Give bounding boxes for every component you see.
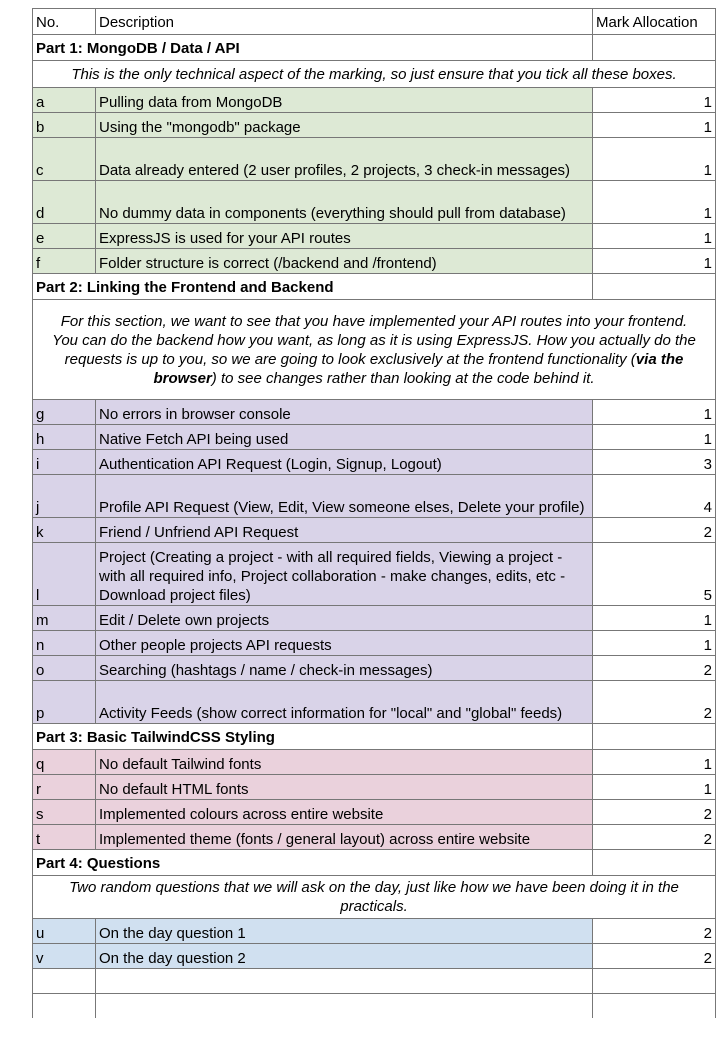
row-description: Implemented theme (fonts / general layout) across entire website — [96, 825, 593, 850]
table-row — [33, 681, 716, 724]
row-description: Pulling data from MongoDB — [96, 88, 593, 113]
row-description: No dummy data in components (everything should pull from database) — [96, 181, 593, 224]
part1-title: Part 1: MongoDB / Data / API — [33, 35, 593, 61]
row-mark: 1 — [593, 400, 716, 425]
row-description: Activity Feeds (show correct information for "local" and "global" feeds) — [96, 681, 593, 724]
row-no: t — [33, 825, 96, 850]
row-no: p — [33, 681, 96, 724]
table-row — [33, 543, 716, 606]
row-no: j — [33, 475, 96, 518]
part-note-row — [33, 61, 716, 88]
row-no: r — [33, 775, 96, 800]
row-description: No default Tailwind fonts — [96, 750, 593, 775]
row-no: n — [33, 631, 96, 656]
row-mark: 2 — [593, 800, 716, 825]
row-mark: 2 — [593, 681, 716, 724]
row-no: a — [33, 88, 96, 113]
row-mark: 1 — [593, 606, 716, 631]
table-row — [33, 800, 716, 825]
table-row — [33, 224, 716, 249]
row-description: Data already entered (2 user profiles, 2 projects, 3 check-in messages) — [96, 138, 593, 181]
part1-note: This is the only technical aspect of the marking, so just ensure that you tick all these boxes. — [33, 61, 716, 88]
row-description: Edit / Delete own projects — [96, 606, 593, 631]
table-row — [33, 181, 716, 224]
table-row — [33, 450, 716, 475]
row-mark: 1 — [593, 224, 716, 249]
part-header-row — [33, 35, 716, 61]
row-no: g — [33, 400, 96, 425]
empty-row — [33, 994, 716, 1019]
header-row — [33, 9, 716, 35]
row-mark: 2 — [593, 825, 716, 850]
row-mark: 1 — [593, 631, 716, 656]
row-no: h — [33, 425, 96, 450]
row-mark: 1 — [593, 249, 716, 274]
row-mark: 2 — [593, 944, 716, 969]
table-row — [33, 88, 716, 113]
table-row — [33, 606, 716, 631]
row-description: Profile API Request (View, Edit, View someone elses, Delete your profile) — [96, 475, 593, 518]
row-description: Using the "mongodb" package — [96, 113, 593, 138]
row-no: m — [33, 606, 96, 631]
row-description: On the day question 2 — [96, 944, 593, 969]
row-mark: 1 — [593, 181, 716, 224]
table-row — [33, 400, 716, 425]
part2-note-post: ) to see changes rather than looking at the code behind it. — [211, 369, 595, 387]
table-row — [33, 944, 716, 969]
row-description: Native Fetch API being used — [96, 425, 593, 450]
part2-note — [33, 300, 716, 400]
table-row — [33, 475, 716, 518]
row-description: ExpressJS is used for your API routes — [96, 224, 593, 249]
row-mark: 1 — [593, 113, 716, 138]
row-description: Folder structure is correct (/backend and /frontend) — [96, 249, 593, 274]
row-no: c — [33, 138, 96, 181]
row-mark: 5 — [593, 543, 716, 606]
row-no: v — [33, 944, 96, 969]
row-no: o — [33, 656, 96, 681]
row-no: s — [33, 800, 96, 825]
row-mark: 1 — [593, 425, 716, 450]
marking-rubric-table — [32, 8, 716, 1018]
part-note-row — [33, 300, 716, 400]
part4-note: Two random questions that we will ask on the day, just like how we have been doing it in the practicals. — [33, 876, 716, 919]
header-no: No. — [33, 9, 96, 35]
row-description: Project (Creating a project - with all required fields, Viewing a project - with all required info, Project collaboration - make changes, edits, etc - Download project files) — [96, 543, 593, 606]
row-mark: 1 — [593, 88, 716, 113]
row-description: No errors in browser console — [96, 400, 593, 425]
row-description: Authentication API Request (Login, Signup, Logout) — [96, 450, 593, 475]
row-no: b — [33, 113, 96, 138]
row-description: No default HTML fonts — [96, 775, 593, 800]
row-mark: 1 — [593, 775, 716, 800]
table-row — [33, 825, 716, 850]
row-mark: 2 — [593, 518, 716, 543]
part2-note-bold: via the browser — [153, 350, 684, 387]
row-mark: 1 — [593, 138, 716, 181]
empty-row — [33, 969, 716, 994]
table-row — [33, 518, 716, 543]
row-description: On the day question 1 — [96, 919, 593, 944]
table-row — [33, 138, 716, 181]
part3-title: Part 3: Basic TailwindCSS Styling — [33, 724, 593, 750]
row-no: d — [33, 181, 96, 224]
row-mark: 1 — [593, 750, 716, 775]
table-row — [33, 113, 716, 138]
table-row — [33, 425, 716, 450]
row-mark: 4 — [593, 475, 716, 518]
part-note-row — [33, 876, 716, 919]
part-header-row — [33, 274, 716, 300]
part-header-row — [33, 850, 716, 876]
row-no: i — [33, 450, 96, 475]
table-row — [33, 750, 716, 775]
row-no: q — [33, 750, 96, 775]
table-row — [33, 919, 716, 944]
row-no: k — [33, 518, 96, 543]
row-description: Implemented colours across entire website — [96, 800, 593, 825]
part4-title: Part 4: Questions — [33, 850, 593, 876]
part-header-row — [33, 724, 716, 750]
row-description: Searching (hashtags / name / check-in messages) — [96, 656, 593, 681]
row-mark: 3 — [593, 450, 716, 475]
row-description: Friend / Unfriend API Request — [96, 518, 593, 543]
row-no: e — [33, 224, 96, 249]
header-mark: Mark Allocation — [593, 9, 716, 35]
part2-title: Part 2: Linking the Frontend and Backend — [33, 274, 593, 300]
row-mark: 2 — [593, 656, 716, 681]
part2-note-pre: For this section, we want to see that you have implemented your API routes into your frontend. You can do the backend how you want, as long as it is using ExpressJS. How you actually do the requests is up to you, so we are going to look exclusively at the frontend functionality ( — [52, 312, 696, 368]
row-no: f — [33, 249, 96, 274]
row-description: Other people projects API requests — [96, 631, 593, 656]
table-row — [33, 656, 716, 681]
row-mark: 2 — [593, 919, 716, 944]
table-row — [33, 249, 716, 274]
table-row — [33, 631, 716, 656]
row-no: u — [33, 919, 96, 944]
table-row — [33, 775, 716, 800]
row-no: l — [33, 543, 96, 606]
header-description: Description — [96, 9, 593, 35]
